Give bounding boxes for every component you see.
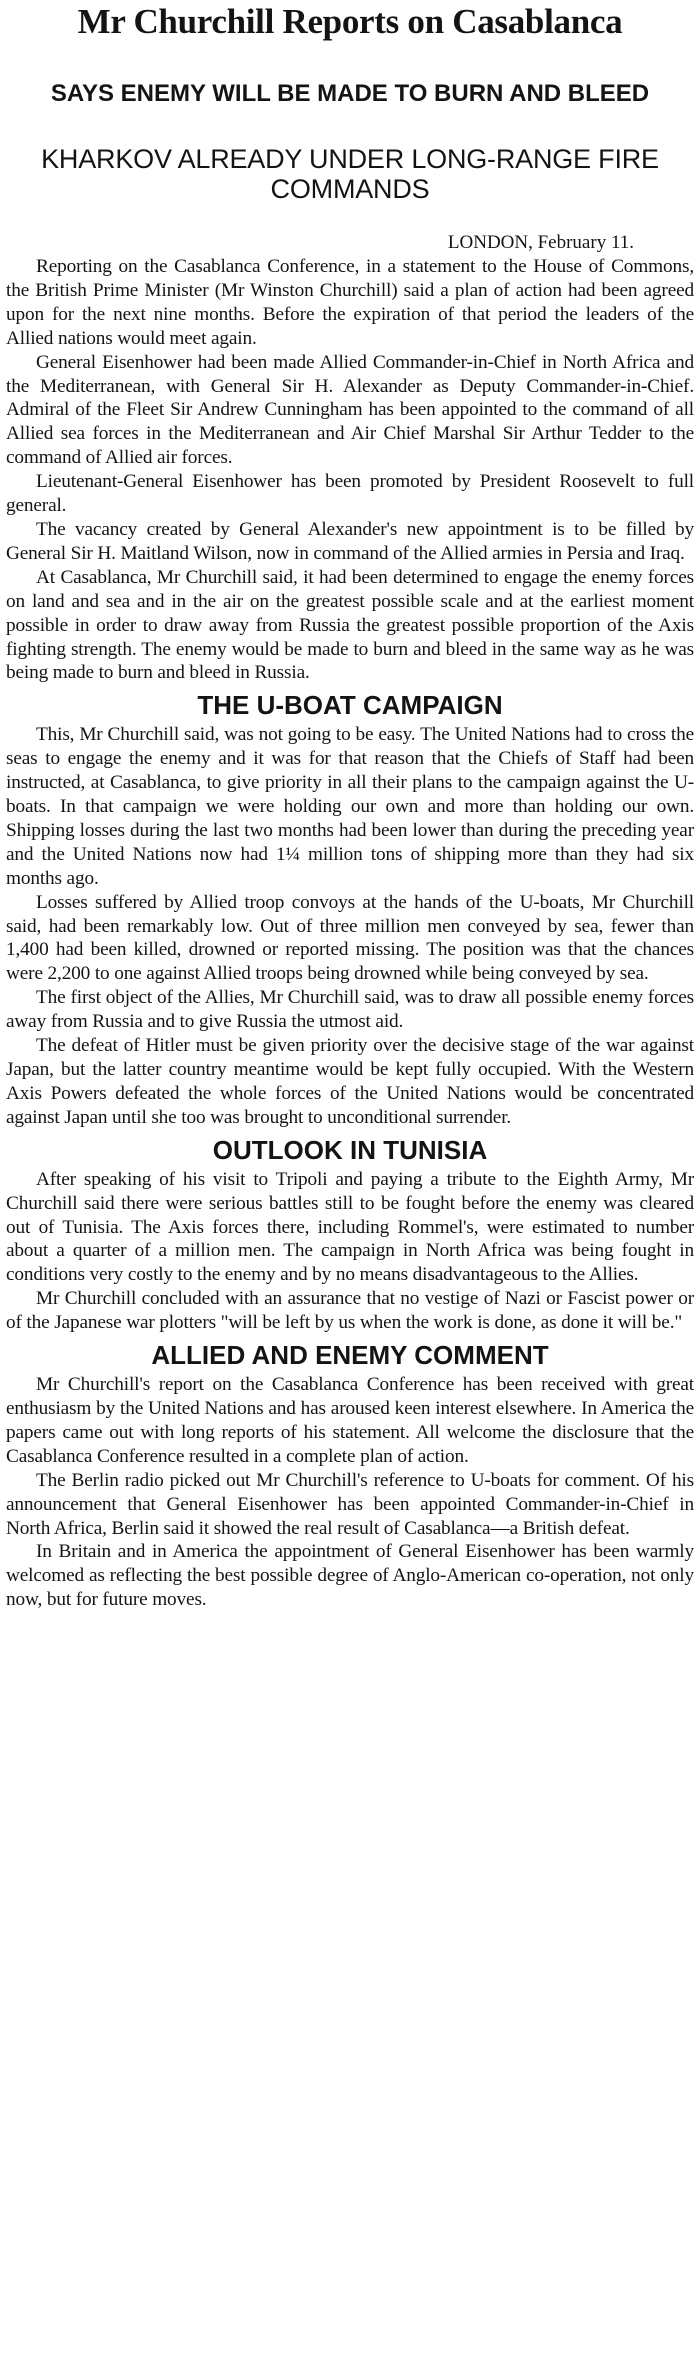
section-heading-uboat: THE U-BOAT CAMPAIGN xyxy=(197,690,503,721)
subheadline-kharkov: KHARKOV ALREADY UNDER LONG-RANGE FIRE COMMANDS xyxy=(41,144,659,204)
paragraph: This, Mr Churchill said, was not going to be easy. The United Nations had to cross the seas to engage the enemy and it was for that reason that the Chiefs of Staff had been instructed, at Casablanca, to give priority in all their plans to the campaign against the U-boats. In that campaign we were holding our own and more than holding our own. Shipping losses during the last two months had been lower than during the preceding year and the United Nations now had 1¼ million tons of shipping more than they had six months ago. xyxy=(6,724,694,889)
section-heading-comment: ALLIED AND ENEMY COMMENT xyxy=(151,1340,549,1371)
paragraph: Mr Churchill concluded with an assurance that no vestige of Nazi or Fascist power or of the Japanese war plotters "will be left by us when the work is done, as done it will be." xyxy=(6,1288,694,1334)
section-heading-tunisia: OUTLOOK IN TUNISIA xyxy=(212,1134,488,1165)
paragraph: At Casablanca, Mr Churchill said, it had been determined to engage the enemy forces on land and sea and in the air on the greatest possible scale and at the earliest moment possible in order to draw away from Russia the greatest possible proportion of the Axis fighting strength. The enemy would be made to burn and bleed in the same way as he was being made to burn and bleed in Russia. xyxy=(6,566,694,684)
dateline: LONDON, February 11. xyxy=(447,232,634,253)
newspaper-article xyxy=(0,2,700,2363)
paragraph: Losses suffered by Allied troop convoys at the hands of the U-boats, Mr Churchill said, had been remarkably low. Out of three million men conveyed by sea, fewer than 1,400 had been killed, drowned or reported missing. The position was that the chances were 2,200 to one against Allied troops being drowned while being conveyed by sea. xyxy=(6,891,694,985)
paragraph: After speaking of his visit to Tripoli and paying a tribute to the Eighth Army, Mr Churchill said there were serious battles still to be fought before the enemy was cleared out of Tunisia. The Axis forces there, including Rommel's, were estimated to number about a quarter of a million men. The campaign in North Africa was being fought in conditions very costly to the enemy and by no means disadvantageous to the Allies. xyxy=(6,1168,694,1286)
paragraph: The first object of the Allies, Mr Churchill said, was to draw all possible enemy forces away from Russia and to give Russia the utmost aid. xyxy=(6,987,694,1033)
subheadline: SAYS ENEMY WILL BE MADE TO BURN AND BLEED xyxy=(50,80,650,107)
paragraph: The Berlin radio picked out Mr Churchill's reference to U-boats for comment. Of his announcement that General Eisenhower has been appointed Commander-in-Chief in North Africa, Berlin said it showed the real result of Casablanca—a British defeat. xyxy=(6,1469,694,1539)
headline: Mr Churchill Reports on Casablanca xyxy=(77,2,623,41)
paragraph: In Britain and in America the appointment of General Eisenhower has been warmly welcomed as reflecting the best possible degree of Anglo-American co-operation, not only now, but for future moves. xyxy=(6,1541,694,1611)
paragraph: The vacancy created by General Alexander's new appointment is to be filled by General Sir H. Maitland Wilson, now in command of the Allied armies in Persia and Iraq. xyxy=(6,518,694,564)
paragraph: General Eisenhower had been made Allied Commander-in-Chief in North Africa and the Mediterranean, with General Sir H. Alexander as Deputy Commander-in-Chief. Admiral of the Fleet Sir Andrew Cunningham has been appointed to the command of all Allied sea forces in the Mediterranean and Air Chief Marshal Sir Arthur Tedder to the command of Allied air forces. xyxy=(6,351,694,469)
paragraph: Reporting on the Casablanca Conference, in a statement to the House of Commons, the British Prime Minister (Mr Winston Churchill) said a plan of action had been agreed upon for the next nine months. Before the expiration of that period the leaders of the Allied nations would meet again. xyxy=(6,256,694,349)
paragraph: Mr Churchill's report on the Casablanca Conference has been received with great enthusiasm by the United Nations and has aroused keen interest elsewhere. In America the papers came out with long reports of his statement. All welcome the disclosure that the Casablanca Conference resulted in a complete plan of action. xyxy=(6,1374,694,1467)
paragraph: The defeat of Hitler must be given priority over the decisive stage of the war against Japan, but the latter country meantime would be kept fully occupied. With the Western Axis Powers defeated the whole forces of the United Nations would be concentrated against Japan until she too was brought to unconditional surrender. xyxy=(6,1035,694,1128)
paragraph: Lieutenant-General Eisenhower has been promoted by President Roosevelt to full general. xyxy=(6,471,694,517)
